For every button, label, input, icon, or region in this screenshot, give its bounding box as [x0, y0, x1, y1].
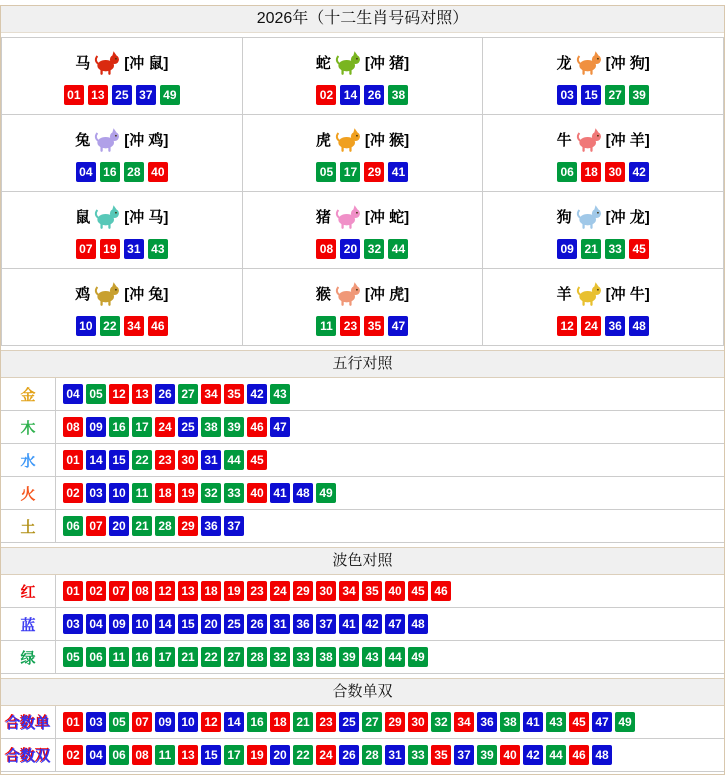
number-ball-02: 02: [316, 85, 336, 105]
number-ball-47: 47: [385, 614, 405, 634]
row-numbers-heshu-shuang: [56, 739, 612, 771]
number-ball-21: 21: [132, 516, 152, 536]
number-ball-43: 43: [270, 384, 290, 404]
number-ball-40: 40: [148, 162, 168, 182]
number-ball-27: 27: [178, 384, 198, 404]
number-ball-33: 33: [224, 483, 244, 503]
number-ball-05: 05: [316, 162, 336, 182]
number-ball-22: 22: [293, 745, 313, 765]
number-ball-36: 36: [605, 316, 625, 336]
number-ball-27: 27: [224, 647, 244, 667]
zodiac-conflict-dog: [冲 龙]: [605, 209, 650, 226]
zodiac-numbers-dragon: [557, 85, 649, 105]
number-ball-10: 10: [76, 316, 96, 336]
zodiac-name-dog: 狗: [556, 209, 572, 226]
rooster-icon: [92, 279, 122, 309]
number-ball-33: 33: [293, 647, 313, 667]
wuxing-row-mu: [1, 411, 724, 444]
number-ball-16: 16: [100, 162, 120, 182]
section-title-heshu: 合数单双: [1, 678, 724, 706]
horse-icon: [92, 48, 122, 78]
number-ball-13: 13: [178, 745, 198, 765]
zodiac-conflict-rat: [冲 马]: [124, 209, 169, 226]
number-ball-08: 08: [132, 745, 152, 765]
number-ball-37: 37: [316, 614, 336, 634]
zodiac-name-snake: 蛇: [315, 55, 331, 72]
number-ball-07: 07: [86, 516, 106, 536]
number-ball-21: 21: [293, 712, 313, 732]
number-ball-06: 06: [86, 647, 106, 667]
number-ball-25: 25: [112, 85, 132, 105]
number-ball-28: 28: [362, 745, 382, 765]
number-ball-09: 09: [86, 417, 106, 437]
number-ball-14: 14: [86, 450, 106, 470]
zodiac-numbers-rat: [76, 239, 168, 259]
number-ball-26: 26: [339, 745, 359, 765]
number-ball-49: 49: [615, 712, 635, 732]
number-ball-16: 16: [109, 417, 129, 437]
number-ball-05: 05: [63, 647, 83, 667]
number-ball-01: 01: [63, 712, 83, 732]
number-ball-03: 03: [63, 614, 83, 634]
number-ball-04: 04: [86, 745, 106, 765]
row-label-shui: 水: [1, 444, 56, 476]
zodiac-name-rooster: 鸡: [75, 286, 91, 303]
number-ball-30: 30: [316, 581, 336, 601]
zodiac-conflict-goat: [冲 牛]: [605, 286, 650, 303]
number-ball-18: 18: [581, 162, 601, 182]
number-ball-29: 29: [178, 516, 198, 536]
number-ball-03: 03: [557, 85, 577, 105]
number-ball-13: 13: [178, 581, 198, 601]
number-ball-11: 11: [155, 745, 175, 765]
number-ball-09: 09: [557, 239, 577, 259]
number-ball-15: 15: [109, 450, 129, 470]
number-ball-33: 33: [605, 239, 625, 259]
zodiac-name-pig: 猪: [315, 209, 331, 226]
number-ball-34: 34: [124, 316, 144, 336]
number-ball-35: 35: [224, 384, 244, 404]
number-ball-43: 43: [546, 712, 566, 732]
number-ball-21: 21: [178, 647, 198, 667]
zodiac-cell-dragon: [483, 38, 724, 115]
zodiac-name-rat: 鼠: [75, 209, 91, 226]
zodiac-numbers-rabbit: [76, 162, 168, 182]
number-ball-11: 11: [316, 316, 336, 336]
number-ball-46: 46: [431, 581, 451, 601]
number-ball-26: 26: [364, 85, 384, 105]
row-label-heshu-shuang: 合数双: [1, 739, 56, 771]
ox-icon: [574, 125, 604, 155]
zodiac-table: [1, 37, 724, 346]
page-title: 2026年（十二生肖号码对照）: [1, 6, 724, 33]
row-label-hong: 红: [1, 575, 56, 607]
zodiac-cell-rat: [2, 192, 243, 269]
number-ball-29: 29: [293, 581, 313, 601]
number-ball-25: 25: [178, 417, 198, 437]
number-ball-02: 02: [63, 745, 83, 765]
row-numbers-heshu-dan: [56, 706, 635, 738]
number-ball-23: 23: [316, 712, 336, 732]
heshu-row-heshu-shuang: [1, 739, 724, 772]
number-ball-14: 14: [224, 712, 244, 732]
row-label-tu: 土: [1, 510, 56, 542]
number-ball-16: 16: [247, 712, 267, 732]
section-title-wuxing: 五行对照: [1, 350, 724, 378]
monkey-icon: [333, 279, 363, 309]
rabbit-icon: [92, 125, 122, 155]
number-ball-13: 13: [88, 85, 108, 105]
number-ball-46: 46: [148, 316, 168, 336]
zodiac-conflict-pig: [冲 蛇]: [364, 209, 410, 226]
zodiac-name-dragon: 龙: [556, 55, 572, 72]
number-ball-32: 32: [364, 239, 384, 259]
number-ball-46: 46: [569, 745, 589, 765]
number-ball-24: 24: [270, 581, 290, 601]
row-label-huo: 火: [1, 477, 56, 509]
number-ball-29: 29: [364, 162, 384, 182]
number-ball-32: 32: [201, 483, 221, 503]
number-ball-28: 28: [155, 516, 175, 536]
number-ball-24: 24: [581, 316, 601, 336]
number-ball-04: 04: [63, 384, 83, 404]
number-ball-36: 36: [201, 516, 221, 536]
row-numbers-shui: [56, 444, 267, 476]
wuxing-row-shui: [1, 444, 724, 477]
number-ball-41: 41: [523, 712, 543, 732]
number-ball-49: 49: [316, 483, 336, 503]
number-ball-06: 06: [109, 745, 129, 765]
number-ball-25: 25: [339, 712, 359, 732]
number-ball-23: 23: [155, 450, 175, 470]
heshu-row-heshu-dan: [1, 706, 724, 739]
number-ball-35: 35: [364, 316, 384, 336]
row-numbers-lan: [56, 608, 428, 640]
number-ball-20: 20: [201, 614, 221, 634]
number-ball-44: 44: [385, 647, 405, 667]
dog-icon: [574, 202, 604, 232]
number-ball-15: 15: [178, 614, 198, 634]
number-ball-03: 03: [86, 712, 106, 732]
number-ball-21: 21: [581, 239, 601, 259]
zodiac-cell-rabbit: [2, 115, 243, 192]
zodiac-cell-goat: [483, 269, 724, 346]
wuxing-row-jin: [1, 378, 724, 411]
number-ball-17: 17: [224, 745, 244, 765]
row-numbers-lv: [56, 641, 428, 673]
zodiac-name-rabbit: 兔: [75, 132, 91, 149]
number-ball-27: 27: [362, 712, 382, 732]
number-ball-01: 01: [64, 85, 84, 105]
number-ball-14: 14: [340, 85, 360, 105]
number-ball-28: 28: [247, 647, 267, 667]
zodiac-conflict-rabbit: [冲 鸡]: [124, 132, 169, 149]
number-ball-01: 01: [63, 581, 83, 601]
number-ball-40: 40: [247, 483, 267, 503]
number-ball-26: 26: [247, 614, 267, 634]
row-label-lv: 绿: [1, 641, 56, 673]
number-ball-36: 36: [477, 712, 497, 732]
number-ball-14: 14: [155, 614, 175, 634]
row-label-lan: 蓝: [1, 608, 56, 640]
number-ball-15: 15: [581, 85, 601, 105]
number-ball-42: 42: [247, 384, 267, 404]
number-ball-08: 08: [132, 581, 152, 601]
number-ball-40: 40: [500, 745, 520, 765]
number-ball-47: 47: [270, 417, 290, 437]
zodiac-numbers-monkey: [316, 316, 408, 336]
number-ball-02: 02: [86, 581, 106, 601]
number-ball-41: 41: [270, 483, 290, 503]
number-ball-48: 48: [293, 483, 313, 503]
number-ball-35: 35: [362, 581, 382, 601]
number-ball-08: 08: [63, 417, 83, 437]
number-ball-34: 34: [339, 581, 359, 601]
number-ball-39: 39: [629, 85, 649, 105]
dragon-icon: [574, 48, 604, 78]
number-ball-18: 18: [270, 712, 290, 732]
number-ball-46: 46: [247, 417, 267, 437]
row-numbers-huo: [56, 477, 336, 509]
number-ball-06: 06: [557, 162, 577, 182]
number-ball-24: 24: [155, 417, 175, 437]
number-ball-39: 39: [339, 647, 359, 667]
row-numbers-tu: [56, 510, 244, 542]
zodiac-name-tiger: 虎: [315, 132, 331, 149]
number-ball-23: 23: [247, 581, 267, 601]
number-ball-05: 05: [86, 384, 106, 404]
number-ball-31: 31: [124, 239, 144, 259]
zodiac-cell-snake: [242, 38, 483, 115]
number-ball-41: 41: [339, 614, 359, 634]
row-numbers-hong: [56, 575, 451, 607]
number-ball-38: 38: [201, 417, 221, 437]
number-ball-44: 44: [388, 239, 408, 259]
zodiac-conflict-dragon: [冲 狗]: [605, 55, 650, 72]
zodiac-cell-ox: [483, 115, 724, 192]
number-ball-18: 18: [155, 483, 175, 503]
bose-row-hong: [1, 575, 724, 608]
zodiac-numbers-snake: [316, 85, 408, 105]
zodiac-conflict-monkey: [冲 虎]: [364, 286, 410, 303]
zodiac-numbers-horse: [64, 85, 180, 105]
number-ball-34: 34: [454, 712, 474, 732]
number-ball-32: 32: [270, 647, 290, 667]
number-ball-45: 45: [247, 450, 267, 470]
zodiac-numbers-pig: [316, 239, 408, 259]
number-ball-19: 19: [247, 745, 267, 765]
number-ball-04: 04: [76, 162, 96, 182]
row-numbers-mu: [56, 411, 290, 443]
number-ball-49: 49: [160, 85, 180, 105]
number-ball-12: 12: [155, 581, 175, 601]
number-ball-37: 37: [454, 745, 474, 765]
number-ball-10: 10: [132, 614, 152, 634]
number-ball-36: 36: [293, 614, 313, 634]
number-ball-06: 06: [63, 516, 83, 536]
number-ball-20: 20: [109, 516, 129, 536]
number-ball-15: 15: [201, 745, 221, 765]
sections: [1, 350, 724, 772]
row-label-mu: 木: [1, 411, 56, 443]
zodiac-reference-page: [0, 5, 725, 775]
number-ball-10: 10: [109, 483, 129, 503]
number-ball-47: 47: [592, 712, 612, 732]
number-ball-16: 16: [132, 647, 152, 667]
number-ball-42: 42: [523, 745, 543, 765]
number-ball-43: 43: [148, 239, 168, 259]
number-ball-38: 38: [388, 85, 408, 105]
zodiac-numbers-goat: [557, 316, 649, 336]
number-ball-09: 09: [109, 614, 129, 634]
bose-row-lv: [1, 641, 724, 674]
number-ball-05: 05: [109, 712, 129, 732]
number-ball-47: 47: [388, 316, 408, 336]
number-ball-07: 07: [109, 581, 129, 601]
number-ball-42: 42: [629, 162, 649, 182]
zodiac-numbers-dog: [557, 239, 649, 259]
bose-row-lan: [1, 608, 724, 641]
number-ball-44: 44: [224, 450, 244, 470]
rat-icon: [92, 202, 122, 232]
number-ball-37: 37: [224, 516, 244, 536]
number-ball-44: 44: [546, 745, 566, 765]
number-ball-35: 35: [431, 745, 451, 765]
number-ball-48: 48: [408, 614, 428, 634]
number-ball-19: 19: [178, 483, 198, 503]
row-numbers-jin: [56, 378, 290, 410]
zodiac-name-monkey: 猴: [315, 286, 331, 303]
number-ball-09: 09: [155, 712, 175, 732]
zodiac-conflict-horse: [冲 鼠]: [124, 55, 169, 72]
number-ball-17: 17: [155, 647, 175, 667]
zodiac-name-horse: 马: [75, 55, 91, 72]
number-ball-22: 22: [201, 647, 221, 667]
number-ball-48: 48: [592, 745, 612, 765]
number-ball-29: 29: [385, 712, 405, 732]
zodiac-cell-pig: [242, 192, 483, 269]
number-ball-04: 04: [86, 614, 106, 634]
number-ball-30: 30: [605, 162, 625, 182]
zodiac-cell-rooster: [2, 269, 243, 346]
goat-icon: [574, 279, 604, 309]
number-ball-31: 31: [385, 745, 405, 765]
zodiac-cell-tiger: [242, 115, 483, 192]
number-ball-19: 19: [224, 581, 244, 601]
wuxing-row-tu: [1, 510, 724, 543]
zodiac-name-goat: 羊: [556, 286, 572, 303]
zodiac-conflict-rooster: [冲 兔]: [124, 286, 169, 303]
number-ball-28: 28: [124, 162, 144, 182]
number-ball-07: 07: [76, 239, 96, 259]
zodiac-cell-dog: [483, 192, 724, 269]
zodiac-numbers-ox: [557, 162, 649, 182]
number-ball-19: 19: [100, 239, 120, 259]
row-label-heshu-dan: 合数单: [1, 706, 56, 738]
number-ball-49: 49: [408, 647, 428, 667]
number-ball-45: 45: [408, 581, 428, 601]
zodiac-numbers-tiger: [316, 162, 408, 182]
number-ball-10: 10: [178, 712, 198, 732]
zodiac-numbers-rooster: [76, 316, 168, 336]
number-ball-43: 43: [362, 647, 382, 667]
number-ball-12: 12: [109, 384, 129, 404]
pig-icon: [333, 202, 363, 232]
number-ball-25: 25: [224, 614, 244, 634]
number-ball-32: 32: [431, 712, 451, 732]
number-ball-38: 38: [316, 647, 336, 667]
number-ball-31: 31: [270, 614, 290, 634]
number-ball-39: 39: [477, 745, 497, 765]
number-ball-24: 24: [316, 745, 336, 765]
number-ball-01: 01: [63, 450, 83, 470]
number-ball-07: 07: [132, 712, 152, 732]
number-ball-03: 03: [86, 483, 106, 503]
zodiac-conflict-ox: [冲 羊]: [605, 132, 650, 149]
number-ball-45: 45: [569, 712, 589, 732]
number-ball-33: 33: [408, 745, 428, 765]
number-ball-20: 20: [270, 745, 290, 765]
number-ball-30: 30: [178, 450, 198, 470]
number-ball-31: 31: [201, 450, 221, 470]
number-ball-40: 40: [385, 581, 405, 601]
section-title-bose: 波色对照: [1, 547, 724, 575]
zodiac-cell-monkey: [242, 269, 483, 346]
zodiac-conflict-snake: [冲 猪]: [364, 55, 410, 72]
number-ball-27: 27: [605, 85, 625, 105]
number-ball-22: 22: [100, 316, 120, 336]
number-ball-17: 17: [340, 162, 360, 182]
number-ball-30: 30: [408, 712, 428, 732]
wuxing-row-huo: [1, 477, 724, 510]
number-ball-20: 20: [340, 239, 360, 259]
row-label-jin: 金: [1, 378, 56, 410]
number-ball-12: 12: [201, 712, 221, 732]
zodiac-name-ox: 牛: [556, 132, 572, 149]
number-ball-11: 11: [132, 483, 152, 503]
snake-icon: [333, 48, 363, 78]
number-ball-41: 41: [388, 162, 408, 182]
number-ball-38: 38: [500, 712, 520, 732]
tiger-icon: [333, 125, 363, 155]
number-ball-11: 11: [109, 647, 129, 667]
number-ball-17: 17: [132, 417, 152, 437]
number-ball-39: 39: [224, 417, 244, 437]
number-ball-48: 48: [629, 316, 649, 336]
number-ball-13: 13: [132, 384, 152, 404]
zodiac-conflict-tiger: [冲 猴]: [364, 132, 410, 149]
number-ball-45: 45: [629, 239, 649, 259]
zodiac-cell-horse: [2, 38, 243, 115]
number-ball-37: 37: [136, 85, 156, 105]
number-ball-42: 42: [362, 614, 382, 634]
number-ball-08: 08: [316, 239, 336, 259]
number-ball-02: 02: [63, 483, 83, 503]
number-ball-12: 12: [557, 316, 577, 336]
number-ball-18: 18: [201, 581, 221, 601]
number-ball-26: 26: [155, 384, 175, 404]
number-ball-23: 23: [340, 316, 360, 336]
number-ball-22: 22: [132, 450, 152, 470]
number-ball-34: 34: [201, 384, 221, 404]
